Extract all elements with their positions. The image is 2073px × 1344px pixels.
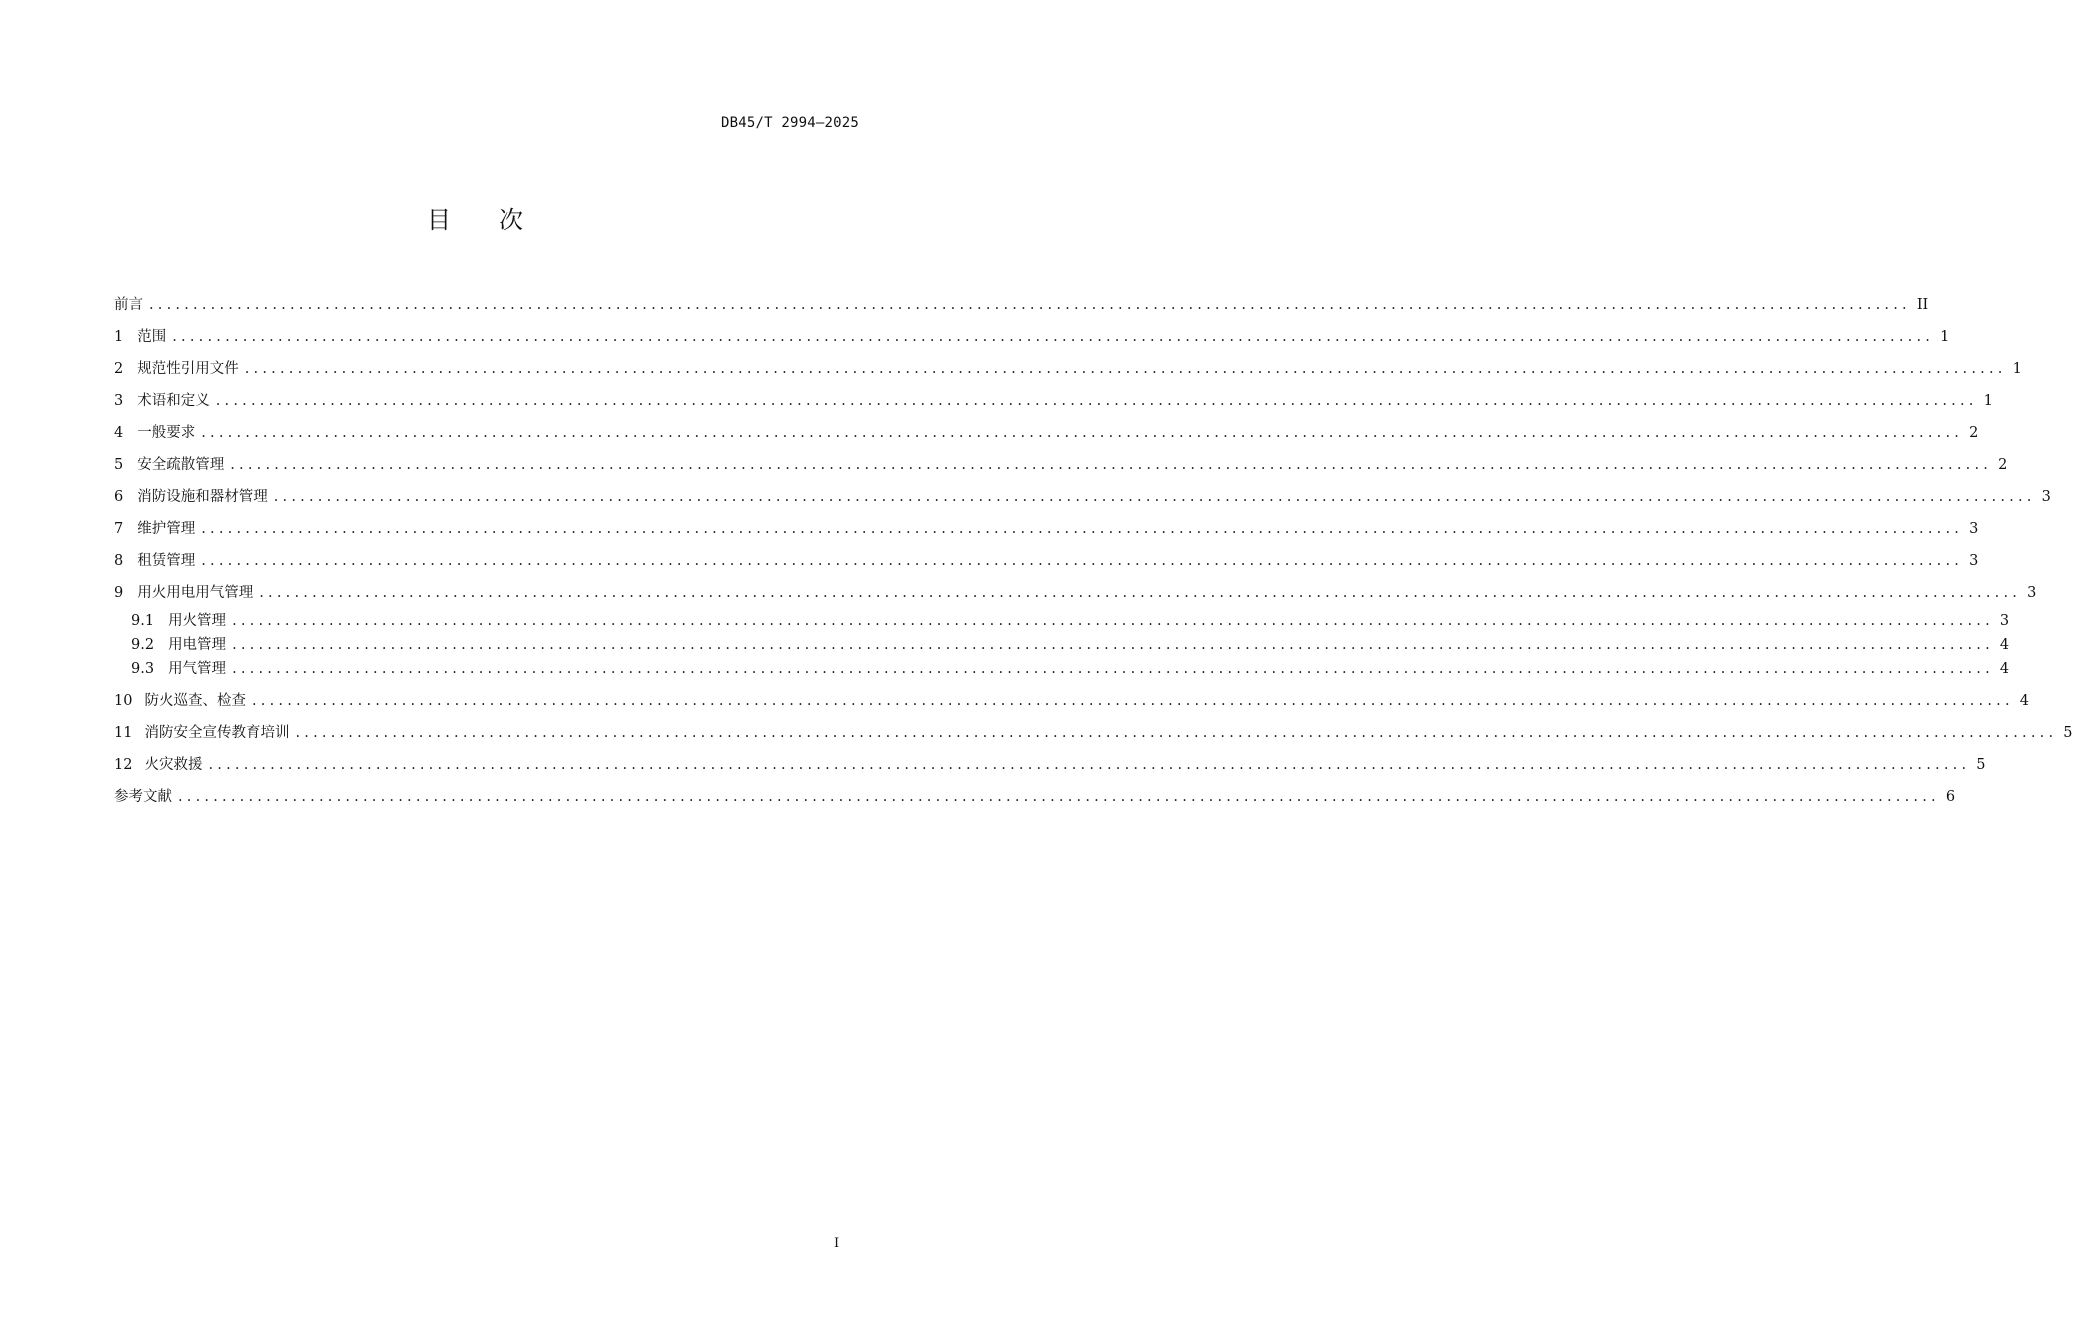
- toc-entry-12[interactable]: [114, 746, 1986, 778]
- toc-entry-6[interactable]: [114, 478, 2051, 510]
- dot-leader: ........................................................................................................................................................................................................: [251, 693, 2014, 709]
- toc-entry-page: 1: [1940, 329, 1950, 345]
- title-char-1: 目: [427, 206, 451, 234]
- toc-entry-9-3[interactable]: [114, 658, 2010, 682]
- toc-entry-number: 12: [114, 757, 133, 773]
- toc-entry-number: 9.3: [131, 661, 155, 677]
- toc-entry-4[interactable]: [114, 414, 1979, 446]
- toc-entry-page: 3: [2027, 585, 2037, 601]
- toc-entry-number: 4: [114, 425, 124, 441]
- toc-entry-9[interactable]: [114, 574, 2037, 606]
- page-title: [0, 200, 950, 235]
- toc-entry-page: 2: [1969, 425, 1979, 441]
- toc-entry-number: 9.1: [131, 613, 155, 629]
- toc-entry-number: 3: [114, 393, 124, 409]
- toc-entry-text: 用电管理: [168, 637, 227, 653]
- toc-entry-text: 一般要求: [137, 425, 196, 441]
- toc-entry-page: II: [1916, 297, 1929, 313]
- dot-leader: ........................................................................................................................................................................................................: [232, 637, 1994, 653]
- toc-entry-5[interactable]: [114, 446, 2008, 478]
- toc-entry-number: 9: [114, 585, 124, 601]
- toc-entry-page: 3: [1969, 521, 1979, 537]
- toc-entry-text: 规范性引用文件: [137, 361, 239, 377]
- toc-entry-text: 用气管理: [168, 661, 227, 677]
- title-char-2: 次: [499, 206, 523, 234]
- toc-entry-page: 2: [1998, 457, 2008, 473]
- toc-entry-page: 1: [2012, 361, 2022, 377]
- toc-entry-1[interactable]: [114, 318, 1950, 350]
- toc-entry-text: 前言: [114, 297, 143, 313]
- toc-entry-page: 4: [1999, 637, 2010, 653]
- dot-leader: ........................................................................................................................................................................................................: [208, 757, 1971, 773]
- toc-entry-references[interactable]: [114, 778, 1956, 810]
- toc-entry-page: 4: [2019, 693, 2030, 709]
- dot-leader: ........................................................................................................................................................................................................: [201, 553, 1964, 569]
- toc-entry-text: 用火用电用气管理: [137, 585, 254, 601]
- toc-entry-number: 10: [114, 693, 133, 709]
- toc-entry-text: 术语和定义: [137, 393, 210, 409]
- dot-leader: ........................................................................................................................................................................................................: [178, 789, 1940, 805]
- toc-entry-text: 参考文献: [114, 789, 172, 805]
- toc-entry-7[interactable]: [114, 510, 1979, 542]
- toc-entry-text: 安全疏散管理: [137, 457, 225, 473]
- toc-entry-number: 9.2: [131, 637, 155, 653]
- toc-entry-page: 6: [1945, 789, 1956, 805]
- dot-leader: ........................................................................................................................................................................................................: [172, 329, 1935, 345]
- toc-entry-2[interactable]: [114, 350, 2022, 382]
- toc-entry-number: 1: [114, 329, 124, 345]
- toc-entry-foreword[interactable]: [114, 286, 1929, 318]
- toc-entry-text: 维护管理: [137, 521, 196, 537]
- toc-entry-number: 6: [114, 489, 124, 505]
- toc-entry-number: 11: [114, 725, 133, 741]
- dot-leader: ........................................................................................................................................................................................................: [230, 457, 1993, 473]
- dot-leader: ........................................................................................................................................................................................................: [201, 521, 1964, 537]
- dot-leader: ........................................................................................................................................................................................................: [295, 725, 2058, 741]
- toc-entry-9-1[interactable]: [114, 606, 2010, 634]
- toc-entry-text: 范围: [137, 329, 167, 345]
- toc-entry-page: 4: [1999, 661, 2010, 677]
- toc-entry-text: 租赁管理: [137, 553, 196, 569]
- dot-leader: ........................................................................................................................................................................................................: [215, 393, 1978, 409]
- toc-entry-text: 消防设施和器材管理: [137, 489, 268, 505]
- dot-leader: ........................................................................................................................................................................................................: [232, 661, 1994, 677]
- dot-leader: ........................................................................................................................................................................................................: [244, 361, 2007, 377]
- dot-leader: ........................................................................................................................................................................................................: [149, 297, 1911, 313]
- toc-entry-number: 7: [114, 521, 124, 537]
- toc-entry-page: 3: [2041, 489, 2051, 505]
- toc-entry-text: 用火管理: [168, 613, 227, 629]
- toc-entry-text: 火灾救援: [144, 757, 203, 773]
- toc-entry-number: 5: [114, 457, 124, 473]
- toc-entry-number: 2: [114, 361, 124, 377]
- toc-entry-10[interactable]: [114, 682, 2030, 714]
- toc-entry-page: 5: [2063, 725, 2073, 741]
- document-code: DB45/T 2994—2025: [720, 115, 859, 131]
- table-of-contents: [114, 286, 2073, 810]
- toc-entry-page: 3: [1999, 613, 2010, 629]
- toc-entry-page: 1: [1983, 393, 1993, 409]
- toc-entry-text: 防火巡查、检查: [144, 693, 246, 709]
- toc-entry-number: 8: [114, 553, 124, 569]
- toc-entry-9-2[interactable]: [114, 634, 2010, 658]
- dot-leader: ........................................................................................................................................................................................................: [201, 425, 1964, 441]
- toc-entry-page: 5: [1976, 757, 1986, 773]
- dot-leader: ........................................................................................................................................................................................................: [232, 613, 1994, 629]
- toc-entry-11[interactable]: [114, 714, 2073, 746]
- page-number: I: [834, 1236, 840, 1251]
- dot-leader: ........................................................................................................................................................................................................: [273, 489, 2036, 505]
- toc-entry-page: 3: [1969, 553, 1979, 569]
- toc-entry-3[interactable]: [114, 382, 1993, 414]
- toc-entry-text: 消防安全宣传教育培训: [144, 725, 290, 741]
- toc-entry-8[interactable]: [114, 542, 1979, 574]
- dot-leader: ........................................................................................................................................................................................................: [259, 585, 2022, 601]
